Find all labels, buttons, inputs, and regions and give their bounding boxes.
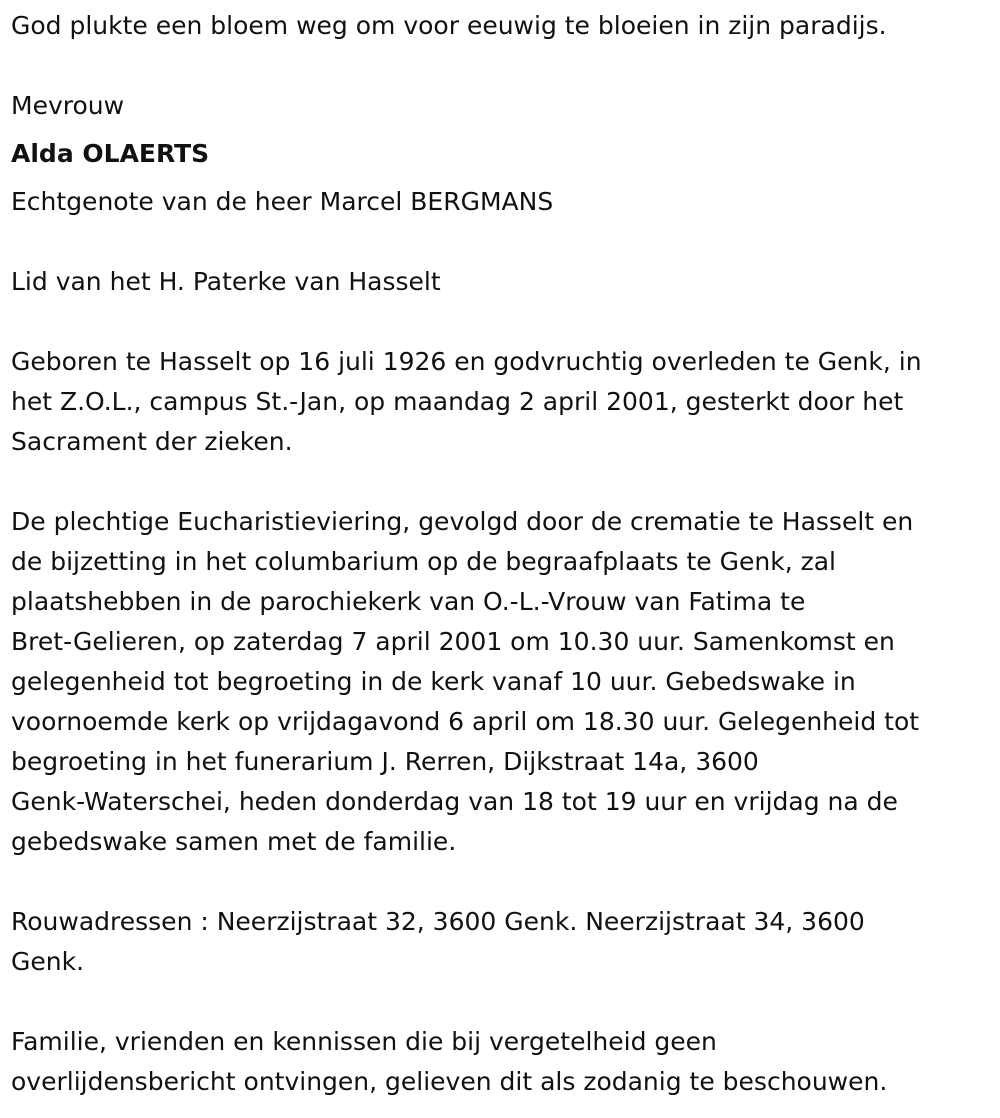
closing-line: overlijdensbericht ontvingen, gelieven dit als zodanig te beschouwen. [11,1067,888,1096]
closing-paragraph [11,1022,887,1102]
deceased-name: Alda OLAERTS [11,139,210,168]
birth-death-line: het Z.O.L., campus St.-Jan, op maandag 2 april 2001, gesterkt door het [11,387,904,416]
spouse-line: Echtgenote van de heer Marcel BERGMANS [11,187,554,216]
ceremony-line: de bijzetting in het columbarium op de begraafplaats te Genk, zal [11,547,836,576]
salutation: Mevrouw [11,91,125,120]
birth-death-line: Sacrament der zieken. [11,427,293,456]
birth-death-paragraph [11,342,922,462]
ceremony-line: gelegenheid tot begroeting in de kerk vanaf 10 uur. Gebedswake in [11,667,856,696]
addresses-paragraph [11,902,865,982]
addresses-line: Rouwadressen : Neerzijstraat 32, 3600 Genk. Neerzijstraat 34, 3600 [11,907,865,936]
ceremony-line: voornoemde kerk op vrijdagavond 6 april om 18.30 uur. Gelegenheid tot [11,707,920,736]
ceremony-line: De plechtige Eucharistieviering, gevolgd door de crematie te Hasselt en [11,507,914,536]
quote-text: God plukte een bloem weg om voor eeuwig te bloeien in zijn paradijs. [11,11,887,40]
closing-line: Familie, vrienden en kennissen die bij vergetelheid geen [11,1027,717,1056]
ceremony-line: Genk-Waterschei, heden donderdag van 18 tot 19 uur en vrijdag na de [11,787,898,816]
addresses-line: Genk. [11,947,85,976]
ceremony-line: begroeting in het funerarium J. Rerren, Dijkstraat 14a, 3600 [11,747,759,776]
membership-line: Lid van het H. Paterke van Hasselt [11,267,441,296]
ceremony-paragraph [11,502,919,862]
birth-death-line: Geboren te Hasselt op 16 juli 1926 en godvruchtig overleden te Genk, in [11,347,922,376]
ceremony-line: gebedswake samen met de familie. [11,827,457,856]
ceremony-line: plaatshebben in de parochiekerk van O.-L.-Vrouw van Fatima te [11,587,806,616]
ceremony-line: Bret-Gelieren, op zaterdag 7 april 2001 om 10.30 uur. Samenkomst en [11,627,895,656]
